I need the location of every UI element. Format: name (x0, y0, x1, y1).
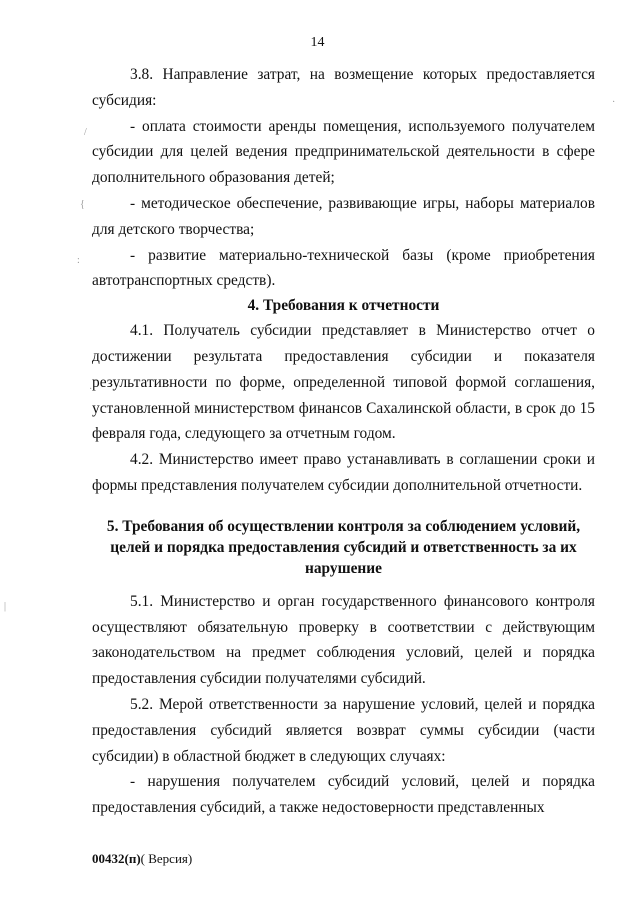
scan-mark: · (89, 384, 93, 395)
scan-mark: · (612, 97, 616, 108)
paragraph-methodical-support: - методическое обеспечение, развивающие игры, наборы материалов для детского творчества; (92, 194, 595, 238)
scan-mark: / (84, 127, 87, 138)
section-5-heading: 5. Требования об осуществлении контроля за соблюдением условий, целей и порядка предоставления субсидий и ответственность за их нарушение (106, 517, 581, 577)
document-footer-code (92, 851, 192, 867)
paragraph-5-2-violation: - нарушения получателем субсидий условий, целей и порядка предоставления субсидий, а также недостоверности представленных (92, 773, 595, 817)
paragraph-4-2: 4.2. Министерство имеет право устанавливать в соглашении сроки и формы представления получателем субсидии дополнительной отчетности. (92, 451, 595, 494)
section-4-heading: 4. Требования к отчетности (247, 297, 440, 315)
scan-mark: { (80, 199, 85, 210)
paragraph-rent-costs: - оплата стоимости аренды помещения, используемого получателем субсидии для целей ведения предпринимательской деятельности в сфере дополнительного образования детей; (92, 117, 595, 187)
document-version: ( Версия) (140, 851, 193, 866)
document-code: 00432(п) (92, 851, 141, 866)
paragraph-3-8: 3.8. Направление затрат, на возмещение которых предоставляется субсидия: (92, 66, 595, 109)
paragraph-5-2: 5.2. Мерой ответственности за нарушение условий, целей и порядка предоставления субсидий является возврат суммы субсидии (части субсидии) в областной бюджет в следующих случаях: (92, 695, 595, 765)
paragraph-5-1: 5.1. Министерство и орган государственного финансового контроля осуществляют обязательную проверку в соответствии с действующим законодательством на предмет соблюдения условий, целей и порядка предоставления субсидии получателями субсидий. (92, 592, 595, 688)
paragraph-4-1: 4.1. Получатель субсидии представляет в Министерство отчет о достижении результата предоставления субсидии и показателя результативности по форме, определенной типовой формой соглашения, установленной министерством финансов Сахалинской области, в срок до 15 февраля года, следующего за отчетным годом. (92, 322, 595, 443)
page-number: 14 (310, 35, 325, 50)
scan-mark: | (4, 601, 7, 612)
paragraph-material-base: - развитие материально-технической базы (кроме приобретения автотранспортных средств). (92, 246, 595, 290)
document-body (92, 62, 595, 821)
scan-mark: : (77, 255, 80, 266)
